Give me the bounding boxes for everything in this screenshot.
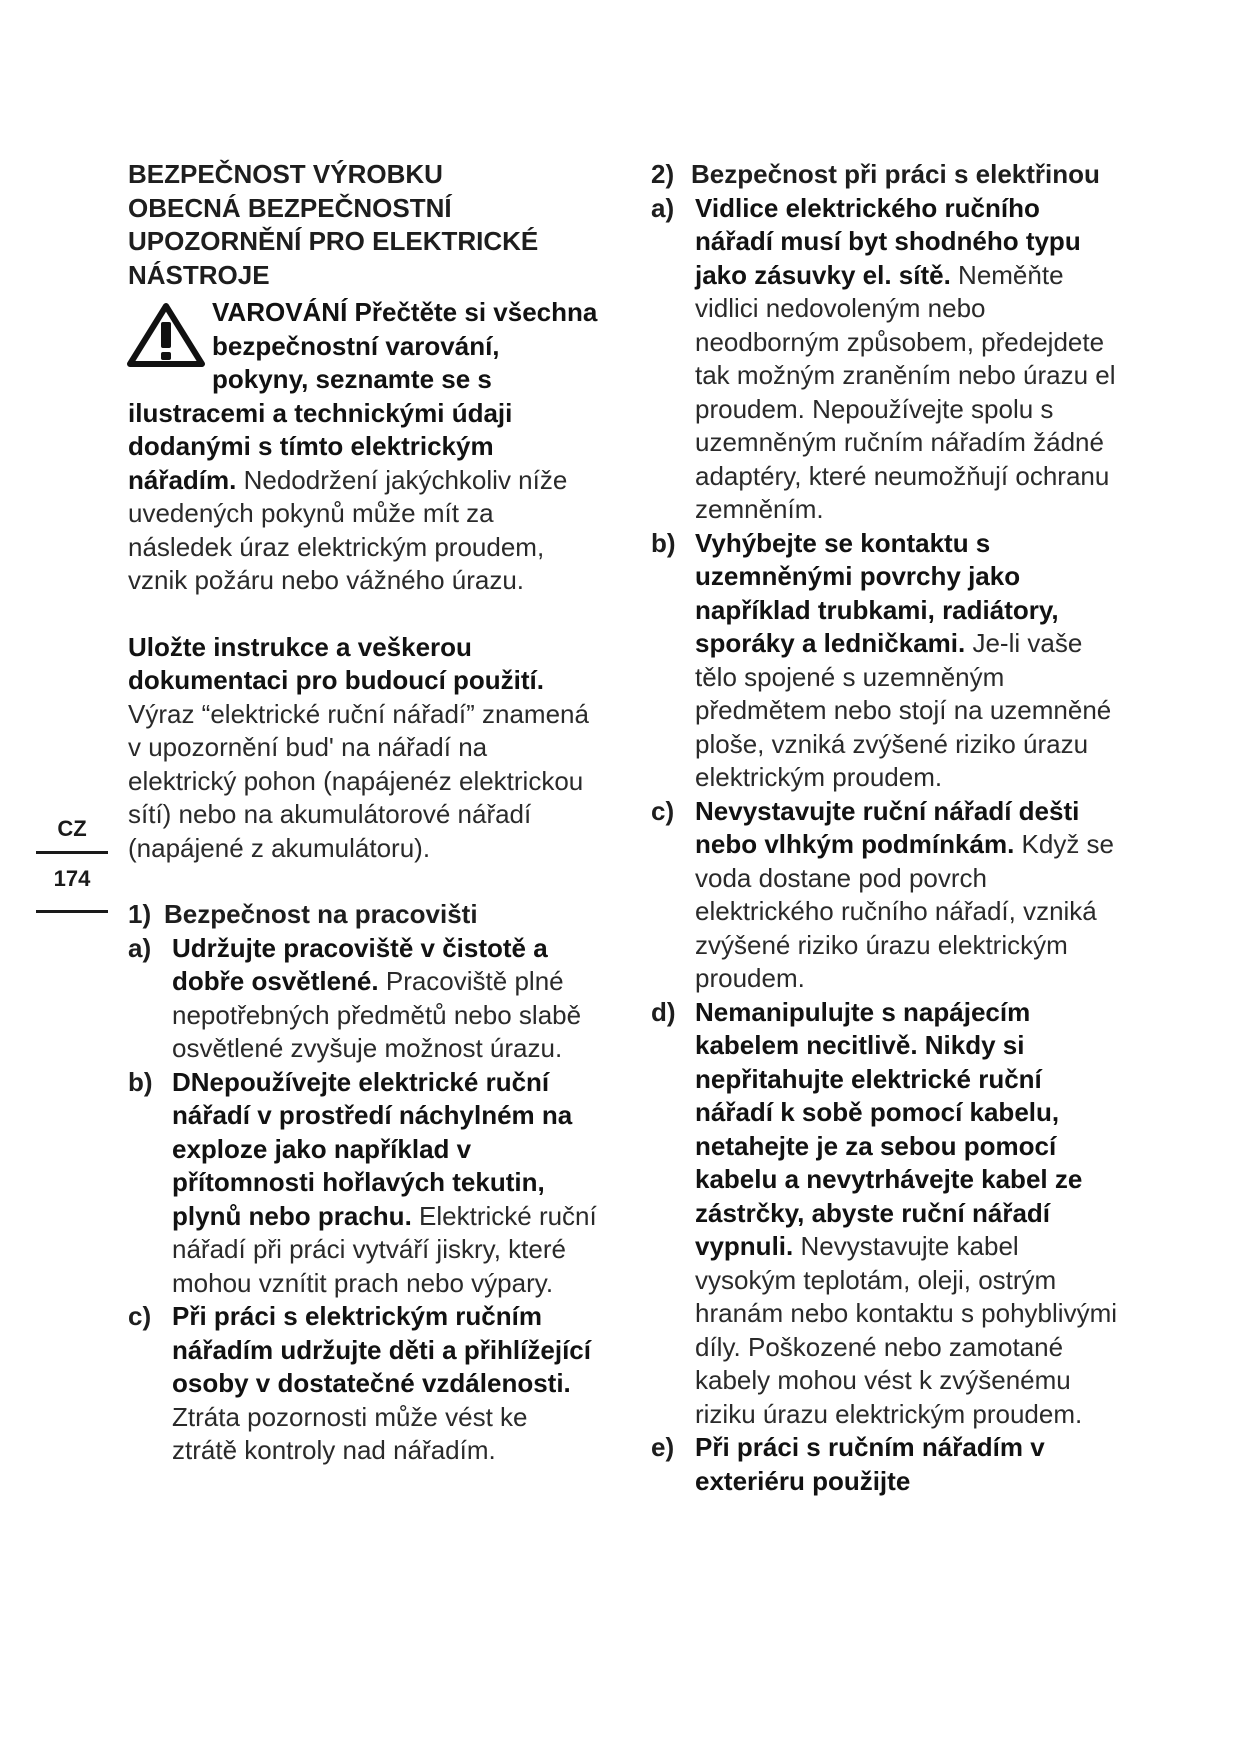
section-title <box>651 158 1121 192</box>
item-body-text: Pracoviště plné nepotřebných předmětů nebo slabě osvětlené zvyšuje možnost úrazu. <box>172 966 582 1063</box>
section-heading <box>128 158 598 292</box>
section-number: 2) <box>651 159 675 189</box>
item-label: b) <box>128 1066 153 1097</box>
list-item <box>651 996 1121 1432</box>
item-bold-text: Nevystavujte ruční nářadí dešti nebo vlhkým podmínkám. <box>695 795 1080 859</box>
section-number: 1) <box>128 899 152 929</box>
item-bold-text: Při práci s ručním nářadím v exteriéru použijte <box>695 1432 1045 1496</box>
side-divider <box>36 851 108 854</box>
item-label: e) <box>651 1432 675 1462</box>
item-label: c) <box>651 795 675 826</box>
item-bold-text: Vidlice elektrického ručního nářadí musí byt shodného typu jako zásuvky el. sítě. <box>695 192 1081 290</box>
left-column <box>128 158 598 1468</box>
item-label: a) <box>128 932 152 963</box>
list-item <box>651 795 1121 996</box>
keep-instructions-paragraph <box>128 631 598 866</box>
right-column <box>651 158 1121 1498</box>
item-body-text: Elektrické ruční nářadí při práci vytváří jiskry, které mohou vznítit prach nebo výpary. <box>172 1200 597 1298</box>
side-divider <box>36 910 108 913</box>
item-bold-text: Nemanipulujte s napájecím kabelem necitlivě. Nikdy si nepřitahujte elektrické ruční nářadí k sobě pomocí kabelu, netahejte je za sebou pomocí kabelu a nevytrhávejte kabel ze zástrčky, abyste ruční nářadí vypnuli. <box>695 996 1083 1261</box>
item-body-text: Neměňte vidlici nedovoleným nebo neodborným způsobem, předejdete tak možným zraněním nebo úrazu el proudem. Nepoužívejte spolu s uzemněným ručním nářadím žádné adaptéry, které neumožňují ochranu zemněním. <box>695 259 1116 524</box>
warning-paragraph <box>128 296 598 598</box>
item-body-text: Ztráta pozornosti může vést ke ztrátě kontroly nad nářadím. <box>172 1401 528 1465</box>
item-bold-text: Vyhýbejte se kontaktu s uzemněnými povrchy jako například trubkami, radiátory, sporáky a ledničkami. <box>695 527 1059 658</box>
item-label: d) <box>651 996 676 1027</box>
warning-body-text: Nedodržení jakýchkoliv níže uvedených pokynů může mít za následek úraz elektrickým proudem, vznik požáru nebo vážného úrazu. <box>128 464 568 595</box>
item-bold-text: Při práci s elektrickým ručním nářadím udržujte děti a přihlížející osoby v dostatečné vzdálenosti. <box>172 1301 591 1398</box>
keep-bold-text: Uložte instrukce a veškerou dokumentaci pro budoucí použití. <box>128 631 544 695</box>
item-label: b) <box>651 527 676 558</box>
item-bold-text: Udržujte pracoviště v čistotě a dobře osvětlené. <box>172 932 548 996</box>
list-item <box>651 527 1121 795</box>
list-item <box>128 1066 598 1301</box>
item-body-text: Když se voda dostane pod povrch elektrického ručního nářadí, vzniká zvýšené riziko úrazu elektrickým proudem. <box>695 829 1115 993</box>
item-label: a) <box>651 192 675 223</box>
warning-triangle-icon <box>126 302 206 368</box>
heading-line: NÁSTROJE <box>128 259 270 290</box>
warning-bold-text: VAROVÁNÍ Přečtěte si všechna bezpečnostní varování, pokyny, seznamte se s ilustracemi a technickými údaji dodanými s tímto elektrickým nářadím. <box>128 297 598 495</box>
section-title-text: Bezpečnost při práci s elektřinou <box>691 159 1100 189</box>
list-item <box>128 1300 598 1468</box>
section-title <box>128 898 598 932</box>
item-label: c) <box>128 1301 152 1331</box>
item-body-text: Nevystavujte kabel vysokým teplotám, oleji, ostrým hranám nebo kontaktu s pohyblivými díly. Poškozené nebo zamotané kabely mohou vést k zvýšenému riziku úrazu elektrickým proudem. <box>695 1231 1118 1429</box>
item-body-text: Je-li vaše tělo spojené s uzemněným předmětem nebo stojí na uzemněné ploše, vzniká zvýšené riziko úrazu elektrickým proudem. <box>695 628 1112 792</box>
list-item <box>128 932 598 1066</box>
keep-body-text: Výraz “elektrické ruční nářadí” znamená v upozornění bud' na nářadí na elektrický pohon (napájenéz elektrickou sítí) nebo na akumulátorové nářadí (napájené z akumulátoru). <box>128 698 589 863</box>
list-item <box>651 1431 1121 1498</box>
section-title-text: Bezpečnost na pracovišti <box>164 899 478 929</box>
item-bold-text: DNepoužívejte elektrické ruční nářadí v prostředí náchylném na exploze jako například v přítomnosti hořlavých tekutin, plynů nebo prachu. <box>172 1066 573 1231</box>
heading-line: UPOZORNĚNÍ PRO ELEKTRICKÉ <box>128 226 539 256</box>
heading-line: BEZPEČNOST VÝROBKU <box>128 159 443 189</box>
list-item <box>651 192 1121 527</box>
language-tab: CZ <box>57 816 87 841</box>
page-number: 174 <box>53 866 91 891</box>
heading-line: OBECNÁ BEZPEČNOSTNÍ <box>128 192 452 223</box>
